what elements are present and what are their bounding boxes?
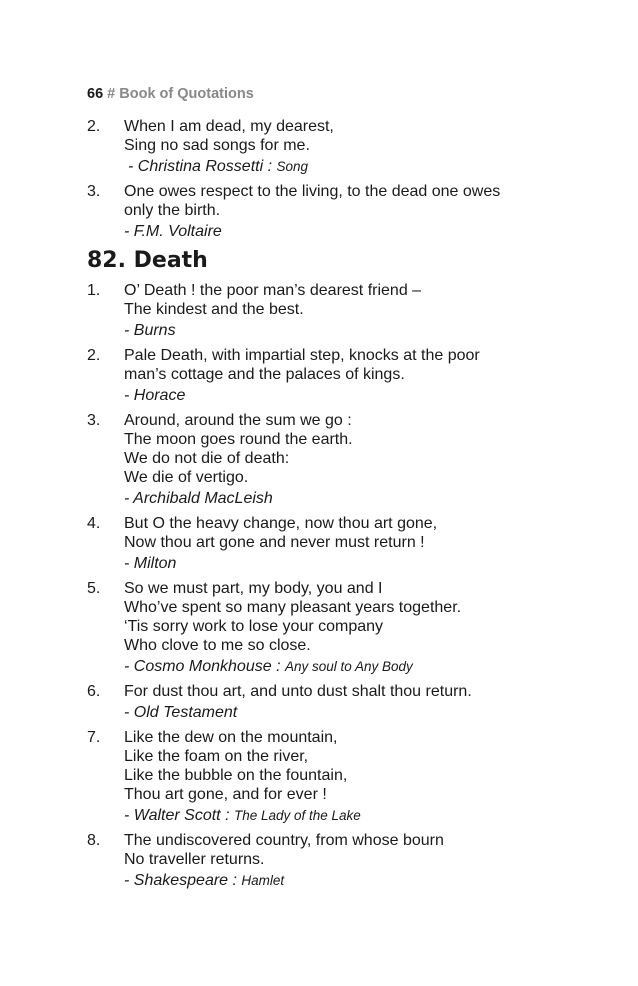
quote-author: - Walter Scott :	[124, 807, 230, 824]
quote-item	[87, 346, 567, 405]
quote-author: - Horace	[124, 387, 186, 404]
quote-line: For dust thou art, and unto dust shalt thou return.	[124, 683, 472, 700]
quote-author: - F.M. Voltaire	[124, 223, 222, 240]
quote-item	[87, 682, 567, 722]
quote-attribution	[124, 871, 567, 890]
quote-item	[87, 579, 567, 676]
quote-line: The undiscovered country, from whose bourn	[124, 832, 444, 849]
quote-author: - Old Testament	[124, 704, 238, 721]
quote-number: 2.	[87, 347, 101, 364]
quote-line: When I am dead, my dearest,	[124, 118, 334, 135]
quote-item	[87, 831, 567, 890]
quote-number: 3.	[87, 412, 101, 429]
quote-item	[87, 728, 567, 825]
quote-line: O’ Death ! the poor man’s dearest friend –	[124, 282, 422, 299]
quote-work: Any soul to Any Body	[284, 659, 413, 674]
quote-number: 3.	[87, 183, 101, 200]
quote-attribution	[124, 554, 567, 573]
quote-line: Who clove to me so close.	[124, 637, 311, 654]
quote-author: - Milton	[124, 555, 177, 572]
quote-number: 4.	[87, 515, 101, 532]
quote-line: We die of vertigo.	[124, 469, 249, 486]
quote-line: Around, around the sum we go :	[124, 412, 352, 429]
quote-line: We do not die of death:	[124, 450, 290, 467]
quote-attribution	[124, 222, 567, 241]
quote-line: The moon goes round the earth.	[124, 431, 353, 448]
quote-author: - Cosmo Monkhouse :	[124, 658, 281, 675]
quote-attribution	[124, 386, 567, 405]
quote-line: man’s cottage and the palaces of kings.	[124, 366, 405, 383]
page-number: 66	[87, 86, 104, 102]
quote-author: - Archibald MacLeish	[124, 490, 273, 507]
page-content	[87, 117, 567, 896]
quote-attribution	[124, 657, 567, 676]
quote-attribution	[124, 321, 567, 340]
quote-item	[87, 411, 567, 508]
quote-line: One owes respect to the living, to the dead one owes	[124, 183, 501, 200]
quote-line: Now thou art gone and never must return !	[124, 534, 425, 551]
quote-line: But O the heavy change, now thou art gone,	[124, 515, 438, 532]
quote-attribution	[124, 703, 567, 722]
book-title: Book of Quotations	[119, 86, 254, 102]
quote-number: 5.	[87, 580, 101, 597]
quote-author: - Christina Rossetti :	[128, 158, 273, 175]
quote-item	[87, 514, 567, 573]
running-header	[87, 86, 254, 102]
quote-item	[87, 281, 567, 340]
quote-line: Thou art gone, and for ever !	[124, 786, 327, 803]
quote-work: Hamlet	[241, 873, 285, 888]
quote-line: Like the dew on the mountain,	[124, 729, 338, 746]
quote-number: 8.	[87, 832, 101, 849]
quote-item	[87, 117, 567, 176]
quote-attribution	[124, 489, 567, 508]
quote-line: ‘Tis sorry work to lose your company	[124, 618, 384, 635]
quote-line: Like the bubble on the fountain,	[124, 767, 348, 784]
quote-attribution	[124, 157, 567, 176]
quote-line: The kindest and the best.	[124, 301, 304, 318]
quote-number: 6.	[87, 683, 101, 700]
quote-work: The Lady of the Lake	[233, 808, 361, 823]
quote-work: Song	[276, 159, 309, 174]
quote-author: - Burns	[124, 322, 176, 339]
quote-line: Pale Death, with impartial step, knocks at the poor	[124, 347, 480, 364]
quote-author: - Shakespeare :	[124, 872, 237, 889]
quote-line: Who’ve spent so many pleasant years together.	[124, 599, 462, 616]
quote-number: 1.	[87, 282, 101, 299]
quote-attribution	[124, 806, 567, 825]
quote-number: 2.	[87, 118, 101, 135]
section-title: 82. Death	[87, 248, 208, 273]
quote-line: Like the foam on the river,	[124, 748, 309, 765]
quote-line: So we must part, my body, you and I	[124, 580, 383, 597]
header-separator: #	[107, 86, 116, 102]
quote-number: 7.	[87, 729, 101, 746]
quote-item	[87, 182, 567, 241]
quote-line: Sing no sad songs for me.	[124, 137, 310, 154]
quote-line: only the birth.	[124, 202, 221, 219]
quote-line: No traveller returns.	[124, 851, 265, 868]
